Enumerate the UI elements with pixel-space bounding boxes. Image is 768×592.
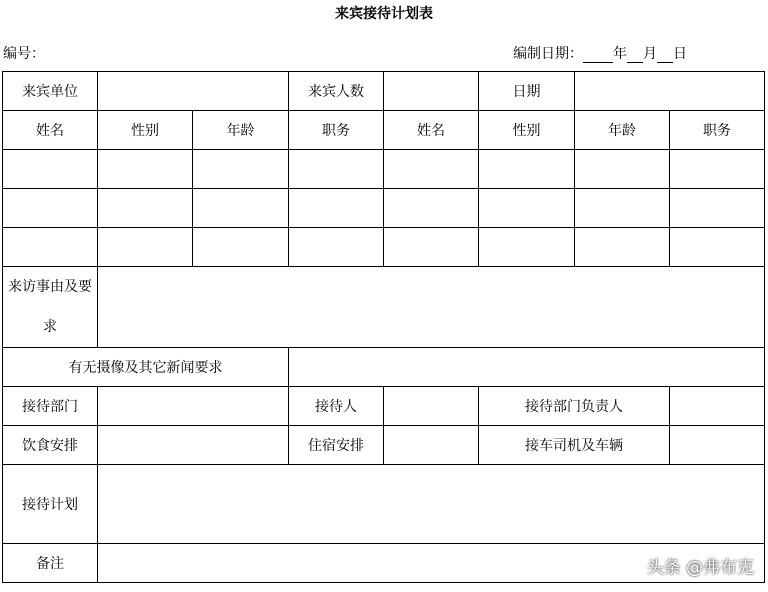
age-header: 年龄 [575, 111, 670, 150]
table-row [3, 426, 765, 465]
guest-unit-cell[interactable] [98, 72, 289, 111]
media-requirement-cell[interactable] [289, 348, 765, 387]
guest-cell[interactable] [3, 189, 98, 228]
guest-cell[interactable] [193, 189, 289, 228]
receiver-label: 接待人 [289, 387, 384, 426]
lodging-cell[interactable] [384, 426, 479, 465]
guest-cell[interactable] [670, 189, 765, 228]
table-row [3, 228, 765, 267]
guest-cell[interactable] [575, 150, 670, 189]
year-label: 年 [613, 46, 627, 62]
watermark: 头条 @弗布克 [646, 558, 754, 578]
driver-vehicle-cell[interactable] [670, 426, 765, 465]
driver-vehicle-label: 接车司机及车辆 [479, 426, 670, 465]
table-row [3, 111, 765, 150]
remarks-label: 备注 [3, 544, 98, 583]
table-row [3, 267, 765, 348]
guest-cell[interactable] [193, 228, 289, 267]
guest-cell[interactable] [193, 150, 289, 189]
lodging-label: 住宿安排 [289, 426, 384, 465]
reception-plan-label: 接待计划 [3, 465, 98, 544]
guest-cell[interactable] [575, 189, 670, 228]
name-header: 姓名 [3, 111, 98, 150]
date-cell[interactable] [575, 72, 765, 111]
reception-plan-table [2, 71, 765, 583]
table-row [3, 387, 765, 426]
guest-cell[interactable] [479, 189, 575, 228]
serial-number-label: 编号： [3, 46, 45, 62]
guest-cell[interactable] [670, 150, 765, 189]
guest-cell[interactable] [289, 189, 384, 228]
reception-dept-label: 接待部门 [3, 387, 98, 426]
guest-cell[interactable] [3, 150, 98, 189]
gender-header: 性别 [479, 111, 575, 150]
guest-count-label: 来宾人数 [289, 72, 384, 111]
guest-cell[interactable] [98, 189, 193, 228]
month-label: 月 [643, 46, 657, 62]
guest-unit-label: 来宾单位 [3, 72, 98, 111]
name-header: 姓名 [384, 111, 479, 150]
guest-cell[interactable] [479, 150, 575, 189]
table-row [3, 72, 765, 111]
table-row [3, 465, 765, 544]
guest-cell[interactable] [3, 228, 98, 267]
guest-cell[interactable] [384, 228, 479, 267]
dept-head-label: 接待部门负责人 [479, 387, 670, 426]
guest-cell[interactable] [384, 189, 479, 228]
receiver-cell[interactable] [384, 387, 479, 426]
compile-date-label: 编制日期： [513, 46, 583, 62]
reception-dept-cell[interactable] [98, 387, 289, 426]
dept-head-cell[interactable] [670, 387, 765, 426]
compile-date-line [513, 43, 687, 63]
table-row [3, 348, 765, 387]
position-header: 职务 [289, 111, 384, 150]
media-requirement-label: 有无摄像及其它新闻要求 [3, 348, 289, 387]
catering-label: 饮食安排 [3, 426, 98, 465]
table-row [3, 189, 765, 228]
month-blank[interactable] [627, 48, 643, 63]
guest-cell[interactable] [670, 228, 765, 267]
guest-cell[interactable] [98, 150, 193, 189]
gender-header: 性别 [98, 111, 193, 150]
day-blank[interactable] [657, 48, 673, 63]
guest-cell[interactable] [289, 150, 384, 189]
guest-count-cell[interactable] [384, 72, 479, 111]
visit-purpose-label: 来访事由及要求 [3, 267, 98, 348]
visit-purpose-cell[interactable] [98, 267, 765, 348]
day-label: 日 [673, 46, 687, 62]
guest-cell[interactable] [575, 228, 670, 267]
position-header: 职务 [670, 111, 765, 150]
page-title: 来宾接待计划表 [335, 6, 433, 22]
year-blank[interactable] [583, 48, 613, 63]
guest-cell[interactable] [479, 228, 575, 267]
age-header: 年龄 [193, 111, 289, 150]
catering-cell[interactable] [98, 426, 289, 465]
guest-cell[interactable] [289, 228, 384, 267]
reception-plan-cell[interactable] [98, 465, 765, 544]
table-row [3, 150, 765, 189]
guest-cell[interactable] [384, 150, 479, 189]
date-label: 日期 [479, 72, 575, 111]
guest-cell[interactable] [98, 228, 193, 267]
